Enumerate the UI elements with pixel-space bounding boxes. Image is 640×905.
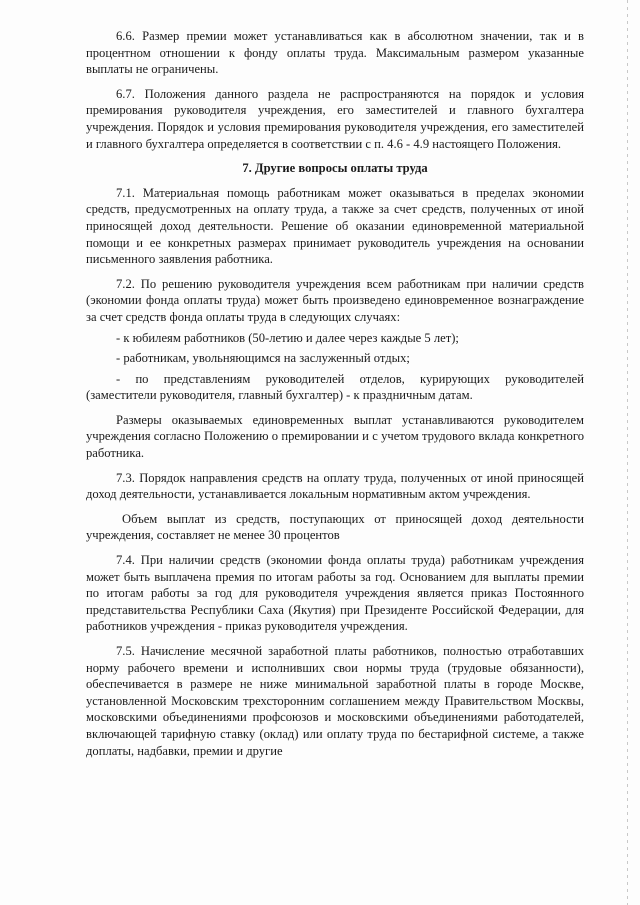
list-item-holidays: - по представлениям руководителей отделов, курирующих руководителей (заместители руководителя, главный бухгалтер) - к праздничным датам. (86, 371, 584, 403)
paragraph-7-3: 7.3. Порядок направления средств на оплату труда, полученных от иной приносящей доход деятельности, устанавливается локальным нормативным актом учреждения. (86, 470, 584, 502)
paragraph-7-4: 7.4. При наличии средств (экономии фонда оплаты труда) работникам учреждения может быть выплачена премия по итогам работы за год. Основанием для выплаты премии по итогам работы за год для руководителя учреждения является приказ Постоянного представительства Республики Саха (Якутия) при Президенте Российской Федерации, для работников учреждения - приказ руководителя учреждения. (86, 553, 584, 634)
paragraph-6-7: 6.7. Положения данного раздела не распространяются на порядок и условия премирования руководителя учреждения, его заместителей и главного бухгалтера учреждения. Порядок и условия премирования руководителя учреждения, его заместителей и главного бухгалтера определяется в соответствии с п. 4.6 - 4.9 настоящего Положения. (86, 86, 584, 151)
paragraph-payment-volume: Объем выплат из средств, поступающих от приносящей доход деятельности учреждения, составляет не менее 30 процентов (86, 511, 584, 543)
section-title: 7. Другие вопросы оплаты труда (242, 161, 428, 176)
paragraph-payment-sizes: Размеры оказываемых единовременных выплат устанавливаются руководителем учреждения согласно Положению о премировании и с учетом трудового вклада конкретного работника. (86, 412, 584, 461)
paragraph-7-2: 7.2. По решению руководителя учреждения всем работникам при наличии средств (экономии фонда оплаты труда) может быть произведено единовременное вознаграждение за счет средств фонда оплаты труда в следующих случаях: (86, 276, 584, 324)
list-item-jubilee: - к юбилеям работников (50-летию и далее через каждые 5 лет); (116, 330, 459, 345)
document-body (86, 28, 584, 767)
paragraph-6-6: 6.6. Размер премии может устанавливаться как в абсолютном значении, так и в процентном отношении к фонду оплаты труда. Максимальным размером указанные выплаты не ограничены. (86, 29, 584, 77)
scan-edge-line (627, 0, 628, 905)
paragraph-7-1: 7.1. Материальная помощь работникам может оказываться в пределах экономии средств, предусмотренных на оплату труда, а также за счет средств, полученных от иной приносящей доход деятельности. Решение об оказании единовременной материальной помощи и ее конкретных размерах принимает руководитель учреждения на основании письменного заявления работника. (86, 185, 584, 267)
list-item-retirement: - работникам, увольняющимся на заслуженный отдых; (116, 351, 410, 366)
paragraph-7-5: 7.5. Начисление месячной заработной платы работников, полностью отработавших норму рабочего времени и исполнивших свои нормы труда (трудовые обязанности), обеспечивается в размере не ниже минимальной заработной платы в городе Москве, установленной Московским трехсторонним соглашением между Правительством Москвы, московскими объединениями профсоюзов и московскими объединениями работодателей, включающей тарифную ставку (оклад) или оплату труда по бестарифной системе, а также доплаты, надбавки, премии и другие (86, 644, 584, 758)
